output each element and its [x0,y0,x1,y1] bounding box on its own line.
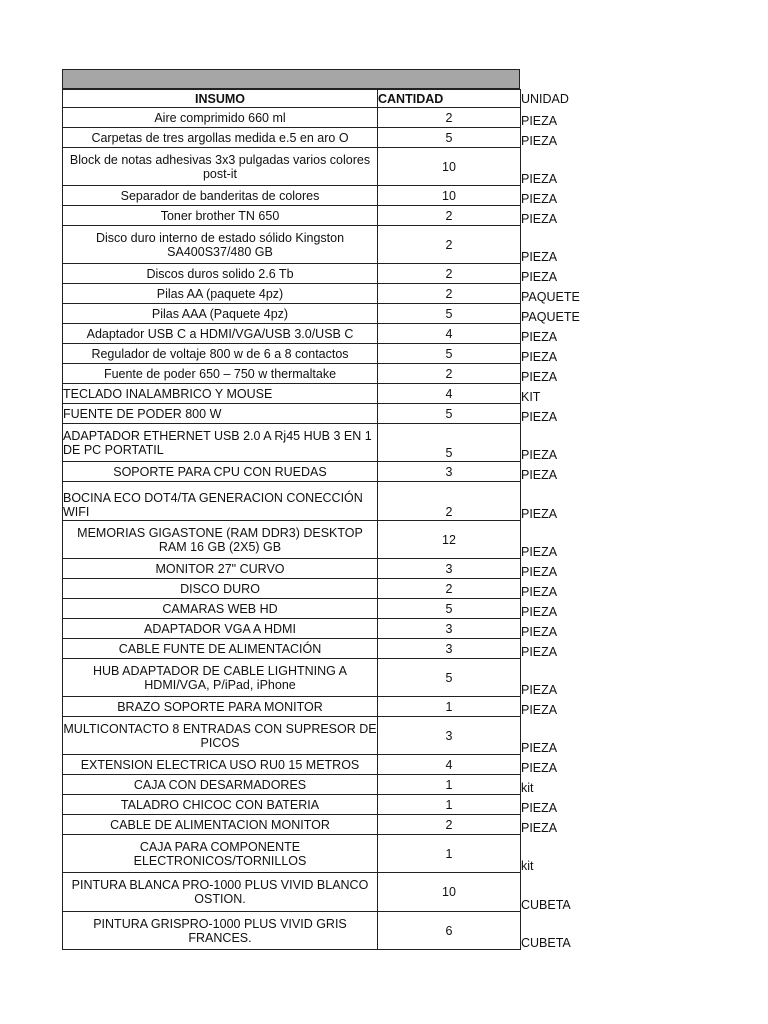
cell-insumo: MULTICONTACTO 8 ENTRADAS CON SUPRESOR DE PICOS [63,717,378,755]
table-row [63,835,603,873]
cell-unidad: PIEZA [521,506,558,521]
table-row [63,579,603,599]
cell-insumo: DISCO DURO [63,579,378,599]
table-row [63,717,603,755]
table-row [63,264,603,284]
cell-insumo: Disco duro interno de estado sólido Kingston SA400S37/480 GB [63,226,378,264]
cell-unidad: PIEZA [521,624,558,639]
cell-unidad: PIEZA [521,113,558,128]
cell-unidad: PIEZA [521,644,558,659]
table-row [63,482,603,521]
cell-insumo: CABLE FUNTE DE ALIMENTACIÓN [63,639,378,659]
cell-cantidad: 5 [378,304,521,324]
cell-cantidad: 1 [378,697,521,717]
cell-unidad: PIEZA [521,584,558,599]
cell-cantidad: 2 [378,226,521,264]
cell-cantidad: 4 [378,384,521,404]
cell-cantidad: 2 [378,815,521,835]
cell-insumo: CAJA PARA COMPONENTE ELECTRONICOS/TORNILLOS [63,835,378,873]
cell-cantidad: 5 [378,128,521,148]
cell-unidad: PIEZA [521,191,558,206]
cell-insumo: HUB ADAPTADOR DE CABLE LIGHTNING A HDMI/VGA, P/iPad, iPhone [63,659,378,697]
cell-cantidad: 2 [378,206,521,226]
cell-unidad: PIEZA [521,211,558,226]
cell-cantidad: 5 [378,344,521,364]
cell-cantidad: 5 [378,659,521,697]
table-row [63,619,603,639]
cell-unidad: PIEZA [521,249,558,264]
cell-insumo: PINTURA GRISPRO-1000 PLUS VIVID GRIS FRANCES. [63,912,378,950]
cell-insumo: CAMARAS WEB HD [63,599,378,619]
cell-unidad: PAQUETE [521,289,580,304]
cell-unidad: PIEZA [521,544,558,559]
cell-insumo: Block de notas adhesivas 3x3 pulgadas varios colores post-it [63,148,378,186]
cell-cantidad: 2 [378,284,521,304]
table-row [63,775,603,795]
cell-cantidad: 10 [378,873,521,912]
cell-unidad: PIEZA [521,564,558,579]
table-row [63,912,603,950]
table-row [63,148,603,186]
table-row [63,108,603,128]
cell-unidad: PIEZA [521,820,558,835]
cell-unidad: PIEZA [521,702,558,717]
cell-insumo: ADAPTADOR VGA A HDMI [63,619,378,639]
cell-cantidad: 2 [378,364,521,384]
cell-unidad: PIEZA [521,800,558,815]
cell-insumo: Adaptador USB C a HDMI/VGA/USB 3.0/USB C [63,324,378,344]
table-row [63,424,603,462]
cell-unidad: PIEZA [521,269,558,284]
cell-cantidad: 5 [378,424,521,462]
cell-insumo: Toner brother TN 650 [63,206,378,226]
cell-unidad: PIEZA [521,171,558,186]
cell-cantidad: 5 [378,404,521,424]
cell-unidad: PIEZA [521,682,558,697]
cell-cantidad: 12 [378,521,521,559]
cell-insumo: CAJA CON DESARMADORES [63,775,378,795]
cell-insumo: FUENTE DE PODER 800 W [63,404,378,424]
table-row [63,462,603,482]
cell-insumo: SOPORTE PARA CPU CON RUEDAS [63,462,378,482]
cell-unidad: kit [521,780,534,795]
cell-insumo: Aire comprimido 660 ml [63,108,378,128]
cell-insumo: Carpetas de tres argollas medida e.5 en aro O [63,128,378,148]
cell-unidad: PIEZA [521,369,558,384]
cell-unidad: PIEZA [521,447,558,462]
cell-unidad: PIEZA [521,467,558,482]
cell-insumo: MEMORIAS GIGASTONE (RAM DDR3) DESKTOP RAM 16 GB (2X5) GB [63,521,378,559]
cell-cantidad: 2 [378,108,521,128]
header-insumo: INSUMO [63,90,378,108]
table-row [63,815,603,835]
cell-unidad: PIEZA [521,409,558,424]
table-row [63,521,603,559]
cell-cantidad: 3 [378,639,521,659]
cell-cantidad: 1 [378,795,521,815]
header-cantidad: CANTIDAD [378,90,521,108]
cell-insumo: Pilas AA (paquete 4pz) [63,284,378,304]
cell-unidad: PIEZA [521,329,558,344]
cell-unidad: kit [521,858,534,873]
cell-insumo: Regulador de voltaje 800 w de 6 a 8 contactos [63,344,378,364]
cell-unidad: PIEZA [521,604,558,619]
cell-cantidad: 10 [378,186,521,206]
cell-cantidad: 3 [378,559,521,579]
cell-cantidad: 2 [378,579,521,599]
cell-insumo: Discos duros solido 2.6 Tb [63,264,378,284]
header-row [63,90,603,108]
cell-cantidad: 1 [378,775,521,795]
cell-insumo: CABLE DE ALIMENTACION MONITOR [63,815,378,835]
cell-cantidad: 2 [378,482,521,521]
cell-insumo: TALADRO CHICOC CON BATERIA [63,795,378,815]
cell-insumo: EXTENSION ELECTRICA USO RU0 15 METROS [63,755,378,775]
cell-cantidad: 10 [378,148,521,186]
table-row [63,755,603,775]
table-row [63,404,603,424]
cell-unidad: PIEZA [521,760,558,775]
table-row [63,559,603,579]
cell-insumo: PINTURA BLANCA PRO-1000 PLUS VIVID BLANCO OSTION. [63,873,378,912]
table-row [63,384,603,404]
table-row [63,599,603,619]
cell-insumo: Pilas AAA (Paquete 4pz) [63,304,378,324]
cell-cantidad: 5 [378,599,521,619]
table-row [63,206,603,226]
cell-unidad: PAQUETE [521,309,580,324]
table-row [63,795,603,815]
cell-insumo: BOCINA ECO DOT4/TA GENERACION CONECCIÓN WIFI [63,482,378,521]
cell-insumo: MONITOR 27" CURVO [63,559,378,579]
cell-insumo: Separador de banderitas de colores [63,186,378,206]
table-row [63,364,603,384]
table-row [63,873,603,912]
table-row [63,697,603,717]
table-row [63,659,603,697]
supplies-table [62,89,603,950]
cell-unidad: KIT [521,389,541,404]
cell-insumo: BRAZO SOPORTE PARA MONITOR [63,697,378,717]
cell-cantidad: 3 [378,619,521,639]
cell-cantidad: 2 [378,264,521,284]
cell-cantidad: 4 [378,755,521,775]
cell-cantidad: 1 [378,835,521,873]
cell-insumo: ADAPTADOR ETHERNET USB 2.0 A Rj45 HUB 3 EN 1 DE PC PORTATIL [63,424,378,462]
table-row [63,128,603,148]
table-row [63,344,603,364]
table-row [63,284,603,304]
cell-insumo: Fuente de poder 650 – 750 w thermaltake [63,364,378,384]
table-row [63,186,603,206]
table-row [63,226,603,264]
cell-unidad: PIEZA [521,133,558,148]
cell-cantidad: 3 [378,717,521,755]
cell-unidad: CUBETA [521,935,571,950]
cell-unidad: CUBETA [521,897,571,912]
cell-insumo: TECLADO INALAMBRICO Y MOUSE [63,384,378,404]
cell-unidad: PIEZA [521,740,558,755]
cell-cantidad: 4 [378,324,521,344]
header-band [62,69,520,89]
cell-cantidad: 6 [378,912,521,950]
table-row [63,639,603,659]
cell-cantidad: 3 [378,462,521,482]
cell-unidad: PIEZA [521,349,558,364]
table-row [63,304,603,324]
table-row [63,324,603,344]
header-unidad: UNIDAD [521,91,569,106]
